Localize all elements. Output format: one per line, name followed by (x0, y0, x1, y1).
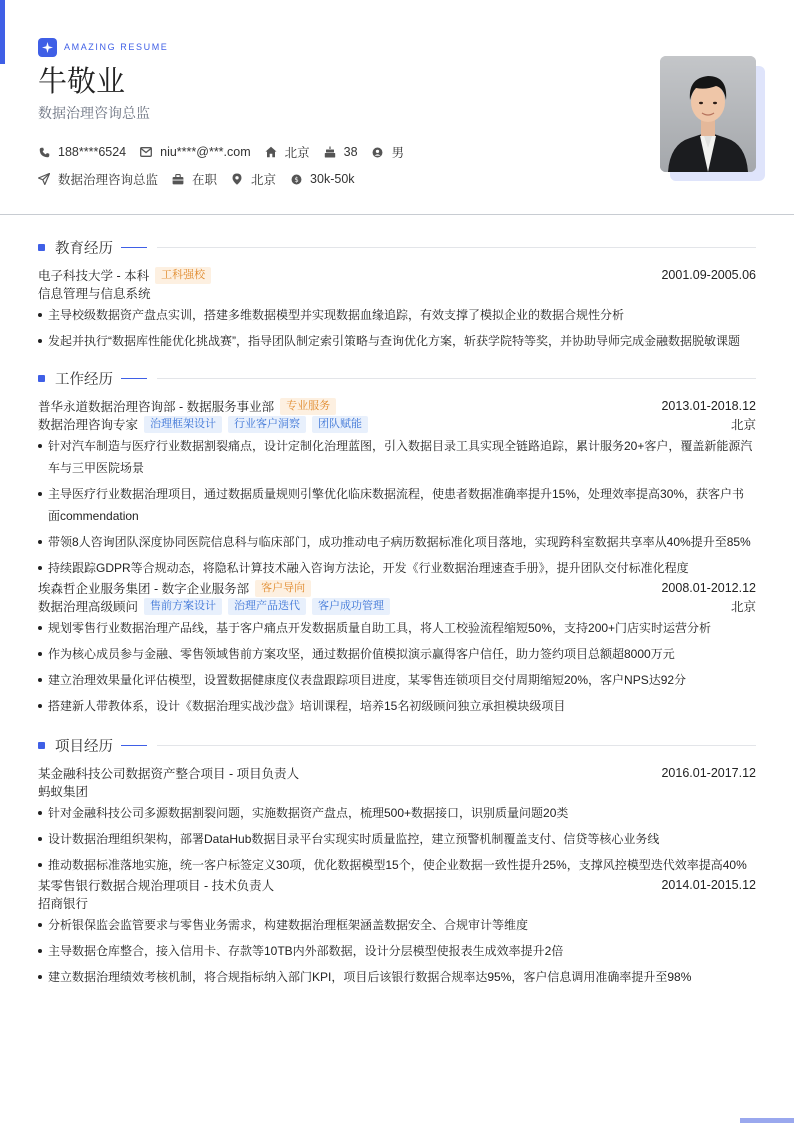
list-item: 建立治理效果量化评估模型，设置数据健康度仪表盘跟踪项目进度，某零售连锁项目交付周期缩短20%，客户NPS达92分 (38, 669, 756, 691)
projects-section (38, 735, 756, 988)
section-title: 项目经历 (55, 738, 113, 755)
section-rule (157, 378, 756, 379)
header-divider (0, 214, 794, 215)
list-item: 主导医疗行业数据治理项目，通过数据质量规则引擎优化临床数据流程，使患者数据准确率提升15%，处理效率提高30%，获客户书面commendation (38, 483, 756, 527)
education-date: 2001.09-2005.06 (661, 268, 756, 282)
phone-item (38, 145, 126, 159)
list-item: 分析银保监会监管要求与零售业务需求，构建数据治理框架涵盖数据安全、合规审计等维度 (38, 914, 756, 936)
school-badge: 工科强校 (155, 267, 211, 284)
home-icon (265, 146, 277, 158)
phone-text: 188****6524 (58, 145, 127, 159)
candidate-name: 牛敬业 (38, 66, 126, 98)
status-item (172, 170, 217, 188)
skill-tag: 售前方案设计 (144, 598, 222, 615)
skill-tag: 行业客户洞察 (228, 416, 306, 433)
city-item (265, 143, 310, 161)
project-date: 2016.01-2017.12 (661, 766, 756, 780)
accent-bar (0, 0, 5, 64)
intent-position-text: 数据治理咨询总监 (58, 173, 159, 187)
email-text: niu****@***.com (160, 145, 251, 159)
list-item: 搭建新人带教体系，设计《数据治理实战沙盘》培训课程，培养15名初级顾问独立承担模块级项目 (38, 695, 756, 717)
section-accent-line (121, 745, 147, 746)
education-section (38, 237, 756, 352)
company-badge: 客户导向 (255, 580, 311, 597)
project-bullets (38, 802, 756, 876)
job-intent-row (38, 169, 658, 189)
intent-city-item (231, 170, 276, 188)
list-item: 作为核心成员参与金融、零售领域售前方案攻坚，通过数据价值模拟演示赢得客户信任，助力签约项目总额超8000万元 (38, 643, 756, 665)
avatar (660, 56, 756, 172)
work-date: 2008.01-2012.12 (661, 581, 756, 595)
projects-heading (38, 735, 756, 755)
project-client: 蚂蚁集团 (38, 785, 89, 799)
work-bullets (38, 617, 756, 717)
resume-header (38, 37, 658, 189)
work-date: 2013.01-2018.12 (661, 399, 756, 413)
city-text: 北京 (284, 146, 310, 160)
list-item: 针对金融科技公司多源数据割裂问题，实施数据资产盘点，梳理500+数据接口，识别质量问题20类 (38, 802, 756, 824)
work-entry (38, 579, 756, 717)
list-item: 持续跟踪GDPR等合规动态，将隐私计算技术融入咨询方法论，开发《行业数据治理速查手册》，提升团队交付标准化程度 (38, 557, 756, 579)
list-item: 针对汽车制造与医疗行业数据割裂痛点，设计定制化治理蓝图，引入数据目录工具实现全链路追踪，累计服务20+客户，覆盖新能源汽车与三甲医院场景 (38, 435, 756, 479)
list-item: 推动数据标准落地实施，统一客户标签定义30项，优化数据模型15个，使企业数据一致性提升25%，支撑风控模型迭代效率提高40% (38, 854, 756, 876)
skill-tag: 治理框架设计 (144, 416, 222, 433)
project-bullets (38, 914, 756, 988)
section-title: 工作经历 (55, 371, 113, 388)
project-entry (38, 876, 756, 988)
intent-position-item (38, 170, 158, 188)
major: 信息管理与信息系统 (38, 287, 151, 301)
project-date: 2014.01-2015.12 (661, 878, 756, 892)
section-marker (38, 742, 45, 749)
job-location: 北京 (730, 418, 756, 432)
phone-icon (38, 146, 50, 158)
gender-icon (372, 146, 384, 158)
list-item: 带领8人咨询团队深度协同医院信息科与临床部门，成功推动电子病历数据标准化项目落地，实现跨科室数据共享率从40%提升至85% (38, 531, 756, 553)
work-section (38, 368, 756, 717)
skill-tag: 团队赋能 (312, 416, 368, 433)
contact-row (38, 142, 658, 162)
profile-photo (660, 56, 756, 172)
send-icon (38, 173, 50, 185)
job-role: 数据治理咨询专家 (38, 418, 139, 432)
footer-accent-bar (740, 1118, 794, 1123)
skill-tag: 客户成功管理 (312, 598, 390, 615)
company-badge: 专业服务 (280, 398, 336, 415)
intent-city-text: 北京 (251, 173, 277, 187)
list-item: 规划零售行业数据治理产品线，基于客户痛点开发数据质量自助工具，将人工校验流程缩短50%，支持200+门店实时运营分析 (38, 617, 756, 639)
skill-tag: 治理产品迭代 (228, 598, 306, 615)
section-title: 教育经历 (55, 240, 113, 257)
education-bullets (38, 304, 756, 352)
list-item: 主导校级数据资产盘点实训，搭建多维数据模型并实现数据血缘追踪，有效支撑了模拟企业的数据合规性分析 (38, 304, 756, 326)
project-name: 某零售银行数据合规治理项目 - 技术负责人 (38, 879, 275, 893)
age-item (324, 145, 358, 159)
salary-text: 30k-50k (310, 172, 355, 186)
location-pin-icon (231, 173, 243, 185)
list-item: 发起并执行“数据库性能优化挑战赛”，指导团队制定索引策略与查询优化方案，斩获学院特等奖，并协助导师完成金融数据脱敏课题 (38, 330, 756, 352)
list-item: 主导数据仓库整合，接入信用卡、存款等10TB内外部数据，设计分层模型使报表生成效率提升2倍 (38, 940, 756, 962)
education-entry (38, 266, 756, 352)
money-icon (290, 173, 302, 185)
salary-item (290, 172, 354, 186)
company-name: 埃森哲企业服务集团 - 数字企业服务部 (38, 582, 250, 596)
section-marker (38, 375, 45, 382)
project-name: 某金融科技公司数据资产整合项目 - 项目负责人 (38, 767, 300, 781)
list-item: 设计数据治理组织架构，部署DataHub数据目录平台实现实时质量监控，建立预警机制覆盖支付、信贷等核心业务线 (38, 828, 756, 850)
gender-item (372, 143, 405, 161)
section-accent-line (121, 247, 147, 248)
project-client: 招商银行 (38, 897, 89, 911)
cake-icon (324, 146, 336, 158)
status-text: 在职 (192, 173, 218, 187)
gender-text: 男 (391, 146, 405, 160)
job-role: 数据治理高级顾问 (38, 600, 139, 614)
email-item (140, 145, 251, 159)
section-accent-line (121, 378, 147, 379)
school-name: 电子科技大学 - 本科 (38, 269, 150, 283)
candidate-title: 数据治理咨询总监 (38, 105, 150, 121)
brand-text: AMAZING RESUME (64, 42, 169, 52)
project-entry (38, 764, 756, 876)
education-heading (38, 237, 756, 257)
work-bullets (38, 435, 756, 579)
brand (38, 37, 658, 57)
age-text: 38 (343, 145, 358, 159)
section-rule (157, 247, 756, 248)
job-location: 北京 (730, 600, 756, 614)
section-rule (157, 745, 756, 746)
briefcase-icon (172, 173, 184, 185)
mail-icon (140, 146, 152, 158)
list-item: 建立数据治理绩效考核机制，将合规指标纳入部门KPI，项目后该银行数据合规率达95%，客户信息调用准确率提升至98% (38, 966, 756, 988)
work-heading (38, 368, 756, 388)
svg-text:$: $ (293, 175, 299, 184)
sparkle-icon (38, 38, 57, 57)
section-marker (38, 244, 45, 251)
work-entry (38, 397, 756, 579)
company-name: 普华永道数据治理咨询部 - 数据服务事业部 (38, 400, 275, 414)
